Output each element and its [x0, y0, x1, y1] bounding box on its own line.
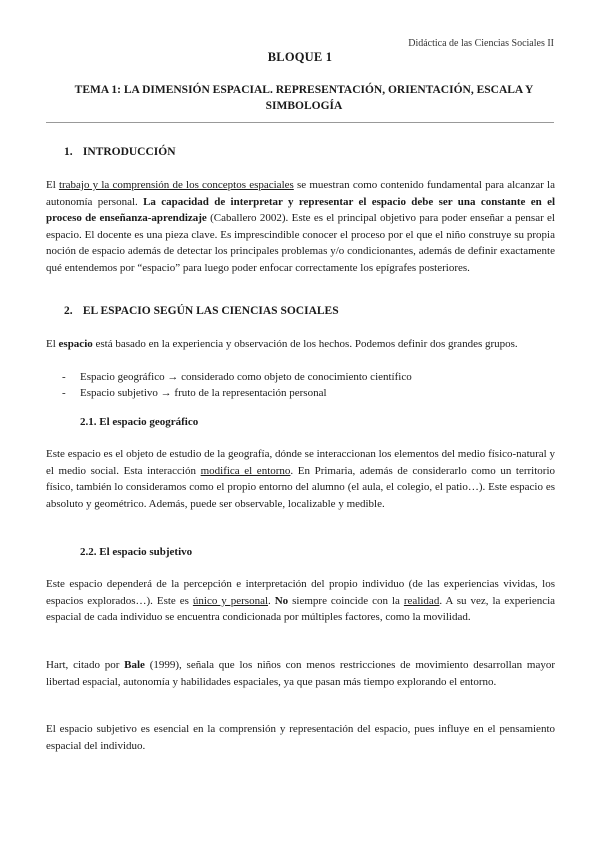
subsection-heading-geografico: 2.1. El espacio geográfico [80, 416, 199, 428]
list-item [62, 385, 412, 401]
section-heading-espacio [64, 305, 339, 317]
bold-text: La capacidad de interpretar y representar el espacio debe ser una constante en el proceso de enseñanza-aprendizaje [46, 195, 556, 225]
text-run: Este espacio dependerá de la percepción e interpretación del propio individuo (de las experiencias vividas, los espacios explorados…). Este es [46, 578, 555, 607]
bold-text: espacio [58, 338, 93, 350]
paragraph-subjetivo-1 [46, 576, 555, 626]
text-run: (1999), señala que los niños con menos restricciones de movimiento desarrollan mayor libertad espacial, autonomía y habilidades espaciales, ya que pasan más tiempo explorando el entorno. [46, 659, 555, 688]
paragraph-geografico [46, 446, 555, 512]
running-header: Didáctica de las Ciencias Sociales II [408, 38, 554, 49]
text-run: . A su vez, la experiencia espacial de cada individuo se encuentra condicionada por múltiples factores, como la movilidad. [46, 594, 556, 624]
underlined-text: modifica el entorno [200, 464, 291, 477]
paragraph-introduccion [46, 177, 555, 277]
bold-text: Bale [124, 659, 145, 671]
list-marker: - [62, 387, 66, 399]
space-types-list [62, 369, 412, 401]
section-title: EL ESPACIO SEGÚN LAS CIENCIAS SOCIALES [82, 305, 339, 317]
text-run: . [268, 594, 275, 607]
text-run: Hart, citado por [46, 659, 125, 671]
text-run: . En Primaria, además de considerarlo como un territorio físico, también lo consideramos como el propio entorno del alumno (el aula, el colegio, el patio…). Este espacio es absoluto y geométrico. Además, puede ser observable, localizable y medible. [46, 464, 556, 510]
text-run: siempre coincide con la [288, 594, 404, 607]
text-run: está basado en la experiencia y observación de los hechos. Podemos definir dos grandes grupos. [92, 338, 518, 350]
topic-title [56, 82, 552, 114]
paragraph-subjetivo-2 [46, 657, 555, 690]
text-run: El [46, 338, 59, 350]
text-run: (Caballero 2002). Este es el principal objetivo para poder enseñar a pensar el espacio. El docente es una pieza clave. Es imprescindible conocer el proceso por el que el niño construye su propia noción de espacio además de detectar los principales problemas y/o condicionantes, además de definir exactamente qué entendemos por “espacio” para luego poder enfocar correctamente los epígrafes posteriores. [46, 212, 555, 274]
underlined-text: único y personal [192, 594, 269, 607]
list-item [62, 369, 412, 385]
underlined-text: realidad [403, 594, 440, 607]
text-run: El [46, 179, 59, 191]
section-title: INTRODUCCIÓN [82, 146, 176, 158]
list-item-text: Espacio subjetivo → fruto de la representación personal [80, 387, 327, 399]
list-item-text: Espacio geográfico → considerado como objeto de conocimiento científico [80, 371, 412, 383]
paragraph-espacio [46, 336, 555, 353]
topic-title-line2: SIMBOLOGÍA [265, 100, 343, 112]
section-number: 1. [64, 146, 73, 158]
list-marker: - [62, 371, 66, 383]
topic-title-line1: TEMA 1: LA DIMENSIÓN ESPACIAL. REPRESENTACIÓN, ORIENTACIÓN, ESCALA Y [74, 84, 534, 96]
header-divider [46, 122, 554, 123]
paragraph-subjetivo-3: El espacio subjetivo es esencial en la comprensión y representación del espacio, pues influye en el pensamiento espacial del individuo. [46, 723, 555, 752]
section-heading-introduccion [64, 146, 176, 158]
block-title: BLOQUE 1 [267, 50, 333, 64]
section-number: 2. [64, 305, 73, 317]
text-run: Este espacio es el objeto de estudio de la geografía, dónde se interaccionan los elementos del medio físico-natural y el medio social. Esta interacción [46, 448, 555, 477]
text-run: se muestran como contenido fundamental para alcanzar la autonomía personal. [46, 179, 555, 208]
bold-text: No [274, 594, 289, 607]
subsection-heading-subjetivo: 2.2. El espacio subjetivo [80, 546, 193, 558]
underlined-text: trabajo y la comprensión de los conceptos espaciales [58, 179, 294, 191]
